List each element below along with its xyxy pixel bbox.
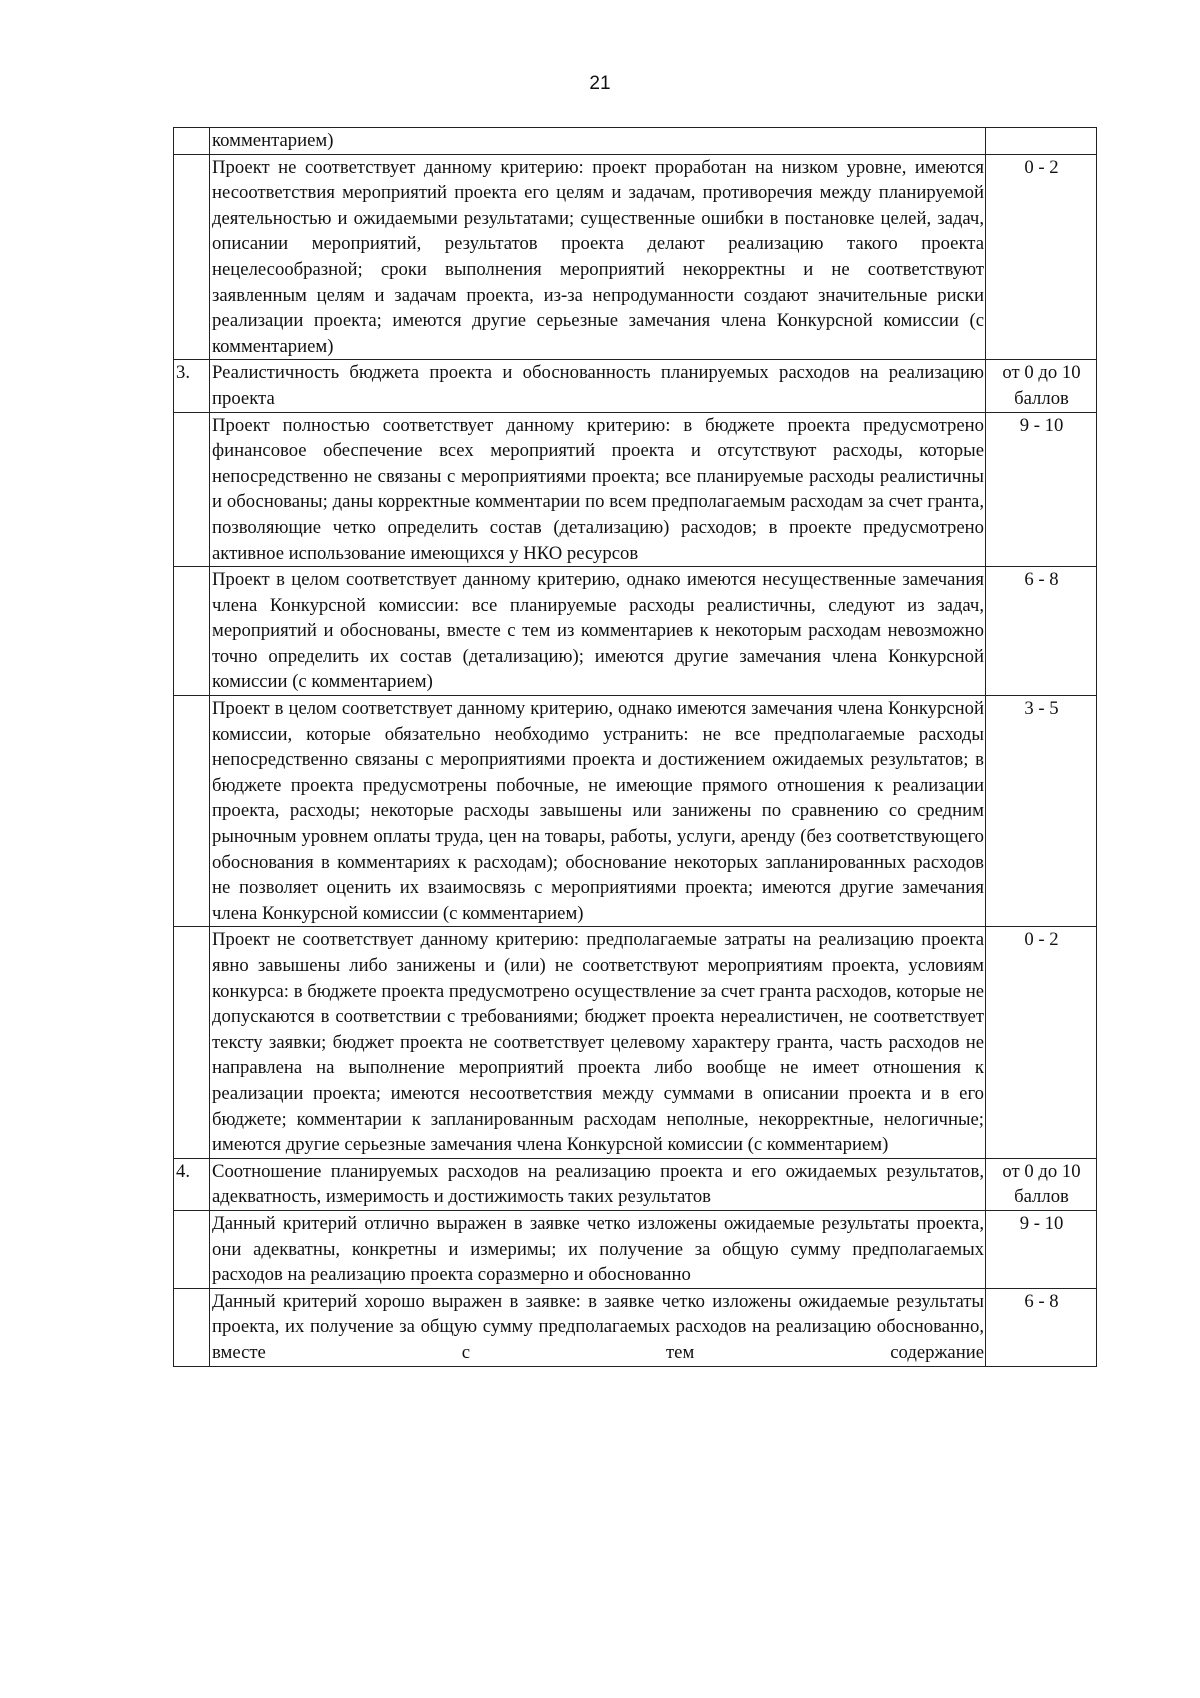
page-number: 21 (589, 73, 611, 94)
criterion-number (174, 567, 210, 696)
criterion-number (174, 412, 210, 567)
table-row (174, 1288, 1097, 1366)
criterion-description: Проект в целом соответствует данному критерию, однако имеются несущественные замечания члена Конкурсной комиссии: все планируемые расходы реалистичны, следуют из задач, мероприятий и обоснованы, вместе с тем из комментариев к некоторым расходам невозможно точно определить их состав (детализацию); имеются другие замечания члена Конкурсной комиссии (с комментарием) (210, 567, 986, 696)
criterion-number (174, 1288, 210, 1366)
table-row (174, 696, 1097, 927)
criterion-description: Проект не соответствует данному критерию: предполагаемые затраты на реализацию проекта явно завышены либо занижены и (или) не соответствуют мероприятиям проекта, условиям конкурса: в бюджете проекта предусмотрено осуществление за счет гранта расходов, которые не допускаются в соответствии с требованиями; бюджет проекта нереалистичен, не соответствует тексту заявки; бюджет проекта не соответствует целевому характеру гранта, часть расходов не направлена на выполнение мероприятий проекта либо вообще не имеет отношения к реализации проекта; имеются несоответствия между суммами в описании проекта и в его бюджете; комментарии к запланированным расходам неполные, некорректные, нелогичные; имеются другие серьезные замечания члена Конкурсной комиссии (с комментарием) (210, 927, 986, 1158)
criteria-table (173, 127, 1097, 1367)
table-row (174, 1210, 1097, 1288)
criterion-title: Соотношение планируемых расходов на реализацию проекта и его ожидаемых результатов, адекватность, измеримость и достижимость таких результатов (210, 1158, 986, 1210)
score-range: 0 - 2 (986, 927, 1097, 1158)
table-row (174, 128, 1097, 155)
table-row (174, 412, 1097, 567)
criterion-description: Данный критерий отлично выражен в заявке четко изложены ожидаемые результаты проекта, они адекватны, конкретны и измеримы; их получение за общую сумму предполагаемых расходов на реализацию проекта соразмерно и обоснованно (210, 1210, 986, 1288)
criterion-description: Данный критерий хорошо выражен в заявке: в заявке четко изложены ожидаемые результаты проекта, их получение за общую сумму предполагаемых расходов на реализацию обоснованно, вместе с тем содержание (210, 1288, 986, 1366)
criterion-header-row (174, 360, 1097, 412)
criterion-number (174, 927, 210, 1158)
score-range (986, 128, 1097, 155)
score-range: 6 - 8 (986, 1288, 1097, 1366)
score-range: 9 - 10 (986, 1210, 1097, 1288)
criterion-number (174, 1210, 210, 1288)
table-row (174, 154, 1097, 360)
score-range: 0 - 2 (986, 154, 1097, 360)
score-range: 9 - 10 (986, 412, 1097, 567)
table-row (174, 927, 1097, 1158)
criterion-number (174, 696, 210, 927)
criterion-title: Реалистичность бюджета проекта и обоснованность планируемых расходов на реализацию проекта (210, 360, 986, 412)
criterion-description: Проект в целом соответствует данному критерию, однако имеются замечания члена Конкурсной комиссии, которые обязательно необходимо устранить: не все предполагаемые расходы непосредственно связаны с мероприятиями проекта и достижением ожидаемых результатов; в бюджете проекта предусмотрены побочные, не имеющие прямого отношения к реализации проекта, расходы; некоторые расходы завышены или занижены по сравнению со средним рыночным уровнем оплаты труда, цен на товары, работы, услуги, аренду (без соответствующего обоснования в комментариях к расходам); обоснование некоторых запланированных расходов не позволяет оценить их взаимосвязь с мероприятиями проекта; имеются другие замечания члена Конкурсной комиссии (с комментарием) (210, 696, 986, 927)
table-row (174, 567, 1097, 696)
criterion-number (174, 128, 210, 155)
score-range: от 0 до 10 баллов (986, 1158, 1097, 1210)
criterion-header-row (174, 1158, 1097, 1210)
criterion-number: 4. (174, 1158, 210, 1210)
criterion-number: 3. (174, 360, 210, 412)
score-range: 3 - 5 (986, 696, 1097, 927)
criterion-description: комментарием) (210, 128, 986, 155)
criterion-description: Проект не соответствует данному критерию: проект проработан на низком уровне, имеются несоответствия мероприятий проекта его целям и задачам, противоречия между планируемой деятельностью и ожидаемыми результатами; существенные ошибки в постановке целей, задач, описании мероприятий, результатов проекта делают реализацию такого проекта нецелесообразной; сроки выполнения мероприятий некорректны и не соответствуют заявленным целям и задачам проекта, из-за непродуманности создают значительные риски реализации проекта; имеются другие серьезные замечания члена Конкурсной комиссии (с комментарием) (210, 154, 986, 360)
score-range: от 0 до 10 баллов (986, 360, 1097, 412)
criterion-number (174, 154, 210, 360)
criterion-description: Проект полностью соответствует данному критерию: в бюджете проекта предусмотрено финансовое обеспечение всех мероприятий проекта и отсутствуют расходы, которые непосредственно не связаны с мероприятиями проекта; все планируемые расходы реалистичны и обоснованы; даны корректные комментарии по всем предполагаемым расходам за счет гранта, позволяющие четко определить состав (детализацию) расходов; в проекте предусмотрено активное использование имеющихся у НКО ресурсов (210, 412, 986, 567)
score-range: 6 - 8 (986, 567, 1097, 696)
